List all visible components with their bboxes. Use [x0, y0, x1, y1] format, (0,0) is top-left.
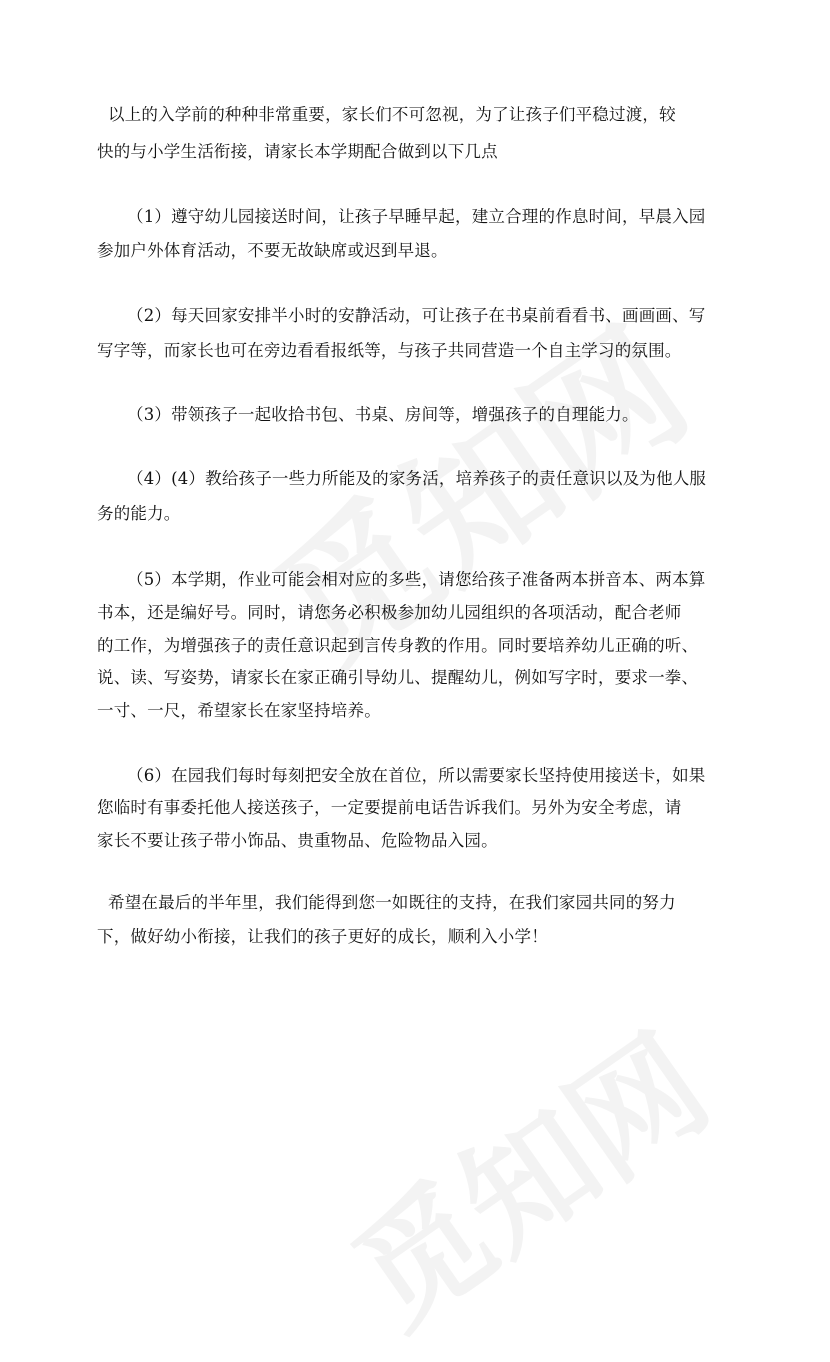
intro-paragraph-line-2: 快的与小学生活衔接，请家长本学期配合做到以下几点 — [97, 142, 498, 161]
item-4-line-1: （4）(4）教给孩子一些力所能及的家务活，培养孩子的责任意识以及为他人服 — [127, 469, 707, 488]
closing-paragraph-line-1: 希望在最后的半年里，我们能得到您一如既往的支持，在我们家园共同的努力 — [108, 893, 676, 912]
item-1-line-2: 参加户外体育活动，不要无故缺席或迟到早退。 — [97, 241, 448, 260]
item-6-line-1: （6）在园我们每时每刻把安全放在首位，所以需要家长坚持使用接送卡，如果 — [127, 766, 706, 785]
item-6-line-2: 您临时有事委托他人接送孩子，一定要提前电话告诉我们。另外为安全考虑，请 — [97, 798, 682, 817]
item-5-line-2: 书本，还是编好号。同时，请您务必积极参加幼儿园组织的各项活动，配合老师 — [97, 603, 682, 622]
item-5-line-4: 说、读、写姿势，请家长在家正确引导幼儿、提醒幼儿，例如写字时，要求一拳、 — [97, 668, 699, 687]
item-3-line-1: （3）带领孩子一起收拾书包、书桌、房间等，增强孩子的自理能力。 — [127, 405, 639, 424]
item-5-line-1: （5）本学期，作业可能会相对应的多些，请您给孩子准备两本拼音本、两本算 — [127, 570, 706, 589]
intro-paragraph-line-1: 以上的入学前的种种非常重要，家长们不可忽视，为了让孩子们平稳过渡，较 — [108, 105, 676, 124]
item-6-line-3: 家长不要让孩子带小饰品、贵重物品、危险物品入园。 — [97, 831, 498, 850]
item-1-line-1: （1）遵守幼儿园接送时间，让孩子早睡早起，建立合理的作息时间，早晨入园 — [127, 207, 706, 226]
item-5-line-3: 的工作，为增强孩子的责任意识起到言传身教的作用。同时要培养幼儿正确的听、 — [97, 636, 699, 655]
item-2-line-2: 写字等，而家长也可在旁边看看报纸等，与孩子共同营造一个自主学习的氛围。 — [97, 341, 682, 360]
item-5-line-5: 一寸、一尺，希望家长在家坚持培养。 — [97, 701, 381, 720]
closing-paragraph-line-2: 下，做好幼小衔接，让我们的孩子更好的成长，顺利入小学！ — [97, 927, 548, 946]
item-2-line-1: （2）每天回家安排半小时的安静活动，可让孩子在书桌前看看书、画画画、写 — [127, 306, 706, 325]
item-4-line-2: 务的能力。 — [97, 504, 181, 523]
